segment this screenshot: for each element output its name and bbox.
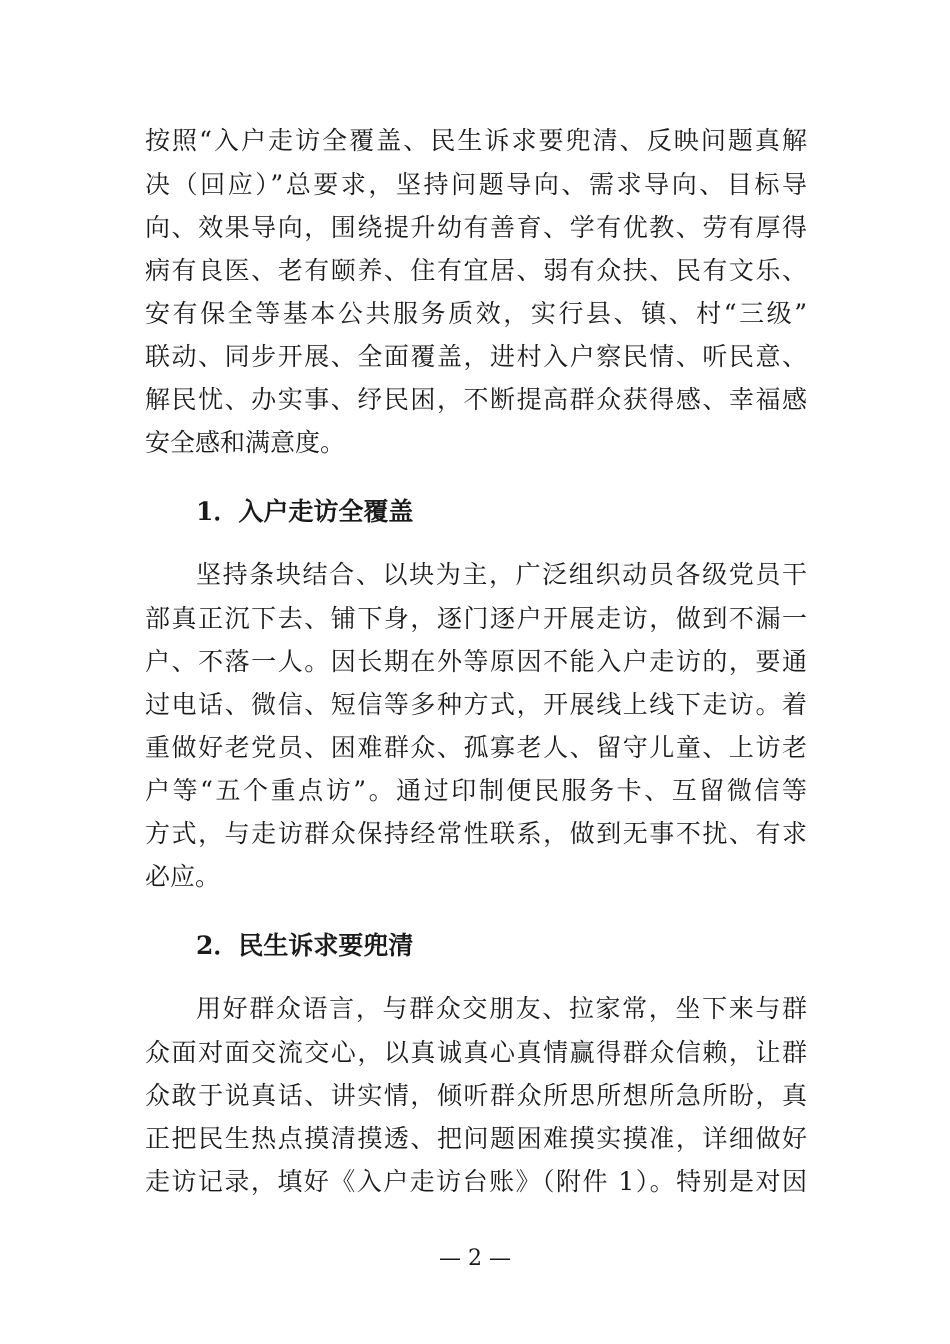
- section-1-line-2: 部真正沉下去、铺下身，逐门逐户开展走访，做到不漏一: [145, 604, 807, 633]
- section-2-line-4: 正把民生热点摸清摸透、把问题困难摸实摸准，详细做好: [145, 1124, 807, 1153]
- section-2-line-2: 众面对面交流交心，以真诚真心真情赢得群众信赖，让群: [145, 1038, 807, 1067]
- page-number: — 2 —: [439, 1246, 511, 1271]
- section-1-line-5: 重做好老党员、困难群众、孤寡老人、留守儿童、上访老: [145, 733, 807, 762]
- section-1-line-3: 户、不落一人。因长期在外等原因不能入户走访的，要通: [145, 647, 807, 676]
- section-2-line-1: 用好群众语言，与群众交朋友、拉家常，坐下来与群: [196, 994, 807, 1023]
- intro-line-5: 安有保全等基本公共服务质效，实行县、镇、村“三级”: [145, 299, 807, 328]
- section-1-line-7: 方式，与走访群众保持经常性联系，做到无事不扰、有求: [145, 819, 807, 848]
- intro-line-8: 安全感和满意度。: [145, 428, 346, 457]
- section-1-line-8: 必应。: [145, 862, 221, 891]
- intro-line-3: 向、效果导向，围绕提升幼有善育、学有优教、劳有厚得: [145, 213, 807, 242]
- intro-line-6: 联动、同步开展、全面覆盖，进村入户察民情、听民意、: [145, 342, 807, 371]
- section-2-line-3: 众敢于说真话、讲实情，倾听群众所思所想所急所盼，真: [145, 1081, 807, 1110]
- section-1-line-6: 户等“五个重点访”。通过印制便民服务卡、互留微信等: [145, 776, 807, 805]
- section-2-line-5: 走访记录，填好《入户走访台账》（附件 1）。特别是对因: [145, 1167, 807, 1196]
- section-1-line-4: 过电话、微信、短信等多种方式，开展线上线下走访。着: [145, 690, 807, 719]
- intro-line-4: 病有良医、老有颐养、住有宜居、弱有众扶、民有文乐、: [145, 256, 807, 285]
- section-1-heading: 1．入户走访全覆盖: [196, 497, 414, 526]
- intro-line-1: 按照“入户走访全覆盖、民生诉求要兜清、反映问题真解: [145, 126, 807, 155]
- section-2-heading: 2．民生诉求要兜清: [196, 931, 414, 960]
- intro-line-2: 决（回应）”总要求，坚持问题导向、需求导向、目标导: [145, 170, 807, 199]
- intro-line-7: 解民忧、办实事、纾民困，不断提高群众获得感、幸福感: [145, 385, 807, 414]
- section-1-line-1: 坚持条块结合、以块为主，广泛组织动员各级党员干: [196, 560, 807, 589]
